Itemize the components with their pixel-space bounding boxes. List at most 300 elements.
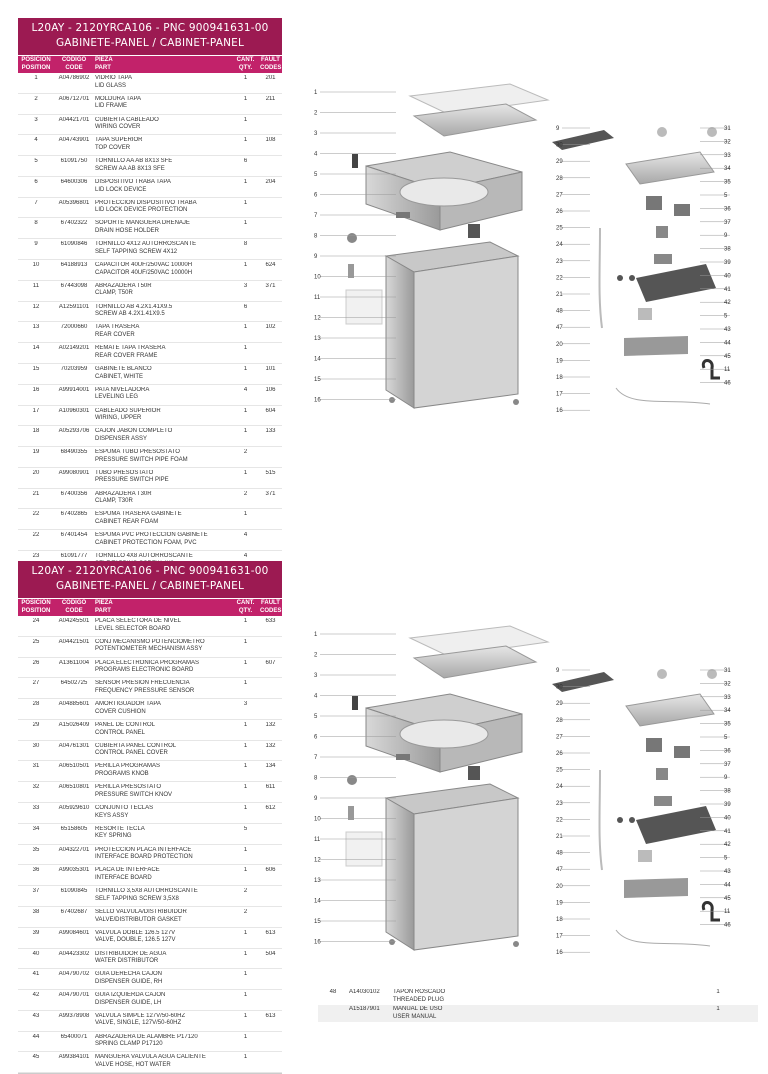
lid-lock-device-protection (396, 212, 410, 218)
code-cell: 67400356 (60, 490, 88, 497)
callout-number: 27 (556, 192, 563, 199)
clamp (617, 817, 623, 823)
part-name-en: SCREW AB 4.2X1.41X9.5 (95, 311, 165, 318)
part-name-es: PROTECCION DISPOSITIVO TRABA (95, 199, 197, 206)
callout-number: 1 (314, 90, 318, 96)
part-name-es: PATA NIVELADORA (95, 386, 150, 393)
fault-code-cell: 606 (265, 867, 276, 874)
col-part-en: PART (95, 607, 111, 614)
code-cell: 67402865 (60, 511, 88, 518)
part-name-es: RESORTE TECLA (95, 825, 145, 832)
callout-number: 48 (556, 308, 563, 315)
qty-cell: 1 (243, 805, 248, 812)
part-name-en: INTERFACE BOARD (95, 874, 152, 881)
table-row (18, 530, 282, 551)
qty-cell: 1 (243, 199, 248, 206)
part-name-en: PROGRAMS KNOB (95, 771, 149, 778)
wiring-upper (616, 930, 710, 946)
callout-number: 32 (724, 681, 731, 688)
position-cell: 18 (32, 428, 40, 435)
table-row (18, 468, 282, 489)
callout-number: 31 (724, 126, 731, 132)
fault-code-cell: 371 (265, 282, 276, 289)
qty-cell: 1 (243, 365, 248, 372)
part-cell (94, 951, 232, 966)
callout-number: 34 (724, 708, 731, 715)
valve-double (654, 254, 672, 264)
part-name-en: PRESSURE SWITCH PIPE (95, 477, 169, 484)
part-cell (94, 971, 232, 986)
callout-number: 26 (556, 209, 563, 215)
callout-number: 42 (724, 842, 731, 849)
fault-code-cell (259, 304, 282, 319)
code-cell: 68490355 (60, 449, 88, 456)
qty-cell: 1 (243, 784, 248, 791)
part-cell (94, 220, 232, 235)
part-name-en: TOP COVER (95, 144, 131, 151)
callout-number: 41 (724, 828, 731, 835)
part-cell (94, 283, 232, 298)
code-cell: A06510801 (58, 784, 90, 791)
position-cell: 36 (32, 867, 40, 874)
code-cell: A04790702 (58, 971, 90, 978)
part-name-en: SCREW AA AB 8X13 SFE (95, 165, 165, 172)
table-row (18, 426, 282, 447)
callout-number: 25 (556, 225, 563, 232)
table-row (18, 406, 282, 427)
panel-header (18, 18, 282, 55)
code-cell: A05293706 (58, 428, 90, 435)
position-cell: 26 (32, 659, 40, 666)
callout-number: 24 (556, 242, 563, 249)
part-name-en: WIRING COVER (95, 124, 141, 131)
position-cell: 38 (32, 908, 40, 915)
code-cell: A04790701 (58, 992, 90, 999)
part-name-es: DISTRIBUIDOR DE AGUA (95, 950, 167, 957)
fault-code-cell: 613 (265, 1012, 276, 1019)
part-cell (94, 241, 232, 256)
table-row (18, 741, 282, 762)
callout-number: 38 (724, 246, 731, 253)
code-cell: A04421701 (58, 116, 90, 123)
callout-labels-1 (314, 90, 731, 414)
wiring-upper (616, 388, 710, 404)
fault-code-cell (259, 511, 282, 526)
fault-code-cell (259, 158, 282, 173)
code-cell: A99384101 (58, 1054, 90, 1061)
fault-code-cell: 133 (265, 428, 276, 435)
programs-knob (657, 127, 667, 137)
position-cell: 34 (32, 825, 40, 832)
code-cell: A04786902 (58, 75, 90, 81)
water-distributor (636, 264, 716, 302)
qty-cell: 3 (243, 701, 248, 708)
callout-number: 47 (556, 325, 563, 332)
qty-cell: 1 (243, 345, 248, 352)
qty-cell: 1 (243, 1054, 248, 1061)
code-cell: 64188913 (60, 262, 88, 269)
part-cell (94, 75, 232, 90)
position-cell: 8 (34, 220, 38, 227)
position-cell: 27 (32, 680, 40, 687)
callout-number: 36 (724, 206, 731, 213)
callout-number: 20 (556, 341, 563, 348)
table-row (18, 782, 282, 803)
callout-number: 5 (724, 193, 728, 199)
part-cell (94, 158, 232, 173)
callout-number: 21 (556, 834, 563, 840)
programs-electronic-board (646, 196, 662, 210)
pressure-switch-pipe (600, 770, 603, 870)
callout-number: 5 (724, 735, 728, 741)
callout-number: 45 (724, 895, 731, 902)
fault-code-cell: 371 (265, 490, 276, 497)
position-cell: 4 (34, 137, 38, 144)
part-name-en: CONTROL PANEL COVER (95, 750, 168, 757)
qty-cell: 1 (243, 469, 248, 476)
table-row (18, 156, 282, 177)
callout-number: 7 (314, 755, 318, 761)
part-cell (94, 200, 232, 215)
callout-number: 11 (314, 295, 321, 301)
table-row (18, 322, 282, 343)
part-name-es: CONJUNTO TECLAS (95, 805, 154, 812)
table-row (18, 281, 282, 302)
qty-cell: 1 (243, 324, 248, 331)
position-cell: 22 (32, 532, 40, 539)
panel-header (18, 561, 282, 598)
table-row (318, 988, 758, 1005)
position-cell: 30 (32, 742, 40, 749)
part-name-en: CAPACITOR 40UF/250VAC 10000H (95, 269, 193, 276)
callout-number: 9 (724, 233, 728, 240)
fault-code-cell (259, 888, 282, 903)
part-name-es: CAPACITOR 40UF/250VAC 10000H (95, 262, 193, 269)
position-cell: 44 (32, 1033, 40, 1040)
part-name-en: CLAMP, T50R (95, 290, 133, 297)
table-row (18, 907, 282, 928)
callout-number: 31 (724, 668, 731, 674)
part-cell (94, 179, 232, 194)
callout-number: 33 (724, 152, 731, 159)
part-cell (94, 262, 232, 277)
code-cell: A15026409 (58, 721, 90, 728)
leveling-leg (513, 941, 519, 947)
table-row (18, 949, 282, 970)
fault-code-cell (259, 826, 282, 841)
table-row (18, 177, 282, 198)
part-cell (94, 532, 232, 547)
callout-number: 40 (724, 273, 731, 280)
part-name-en: PRESSURE SWITCH PIPE FOAM (95, 456, 188, 463)
code-cell: 61090845 (60, 888, 88, 895)
callout-number: 4 (314, 151, 318, 158)
qty-cell: 2 (243, 888, 248, 895)
callout-number: 5 (314, 172, 318, 178)
part-name-en: KEY SPRING (95, 833, 132, 840)
code-cell: A04322701 (58, 846, 90, 853)
table-row (18, 990, 282, 1011)
table-row (18, 115, 282, 136)
part-name-es: TUBO PRESOSTATO (95, 469, 154, 476)
part-name-es: GABINETE BLANCO (95, 365, 152, 372)
table-row (18, 637, 282, 658)
part-name-es: ABRAZADERA DE ALAMBRE P17120 (95, 1033, 198, 1040)
part-name-en: KEYS ASSY (95, 812, 129, 819)
part-name-en: VALVE, DOUBLE, 126.5 127V (95, 937, 176, 944)
callout-number: 43 (724, 869, 731, 875)
part-cell (94, 117, 232, 132)
code-cell: 64502725 (60, 680, 88, 687)
position-cell: 37 (32, 888, 40, 895)
table-row (18, 658, 282, 679)
part-cell (94, 449, 232, 464)
position-cell: 35 (32, 846, 40, 853)
callout-number: 9 (556, 126, 560, 132)
col-code-es: CÓDIGO (61, 57, 87, 63)
panel-title-section: GABINETE-PANEL / CABINET-PANEL (55, 580, 245, 592)
part-cell (94, 660, 232, 675)
part-name-es: CABLEADO SUPERIOR (95, 407, 161, 414)
code-cell: A15187901 (349, 1006, 380, 1013)
leveling-leg (389, 397, 395, 403)
callout-number: 27 (556, 734, 563, 741)
table-row (18, 678, 282, 699)
table-row (18, 928, 282, 949)
table-row (18, 616, 282, 637)
table-row (18, 969, 282, 990)
part-name-en: PRESSURE SWITCH KNOV (95, 791, 173, 798)
part-name-en: SELF TAPPING SCREW 4X12 (95, 248, 178, 255)
callout-number: 12 (314, 857, 321, 864)
part-name-es: VIDRIO TAPA (95, 75, 133, 81)
table-row (18, 824, 282, 845)
fault-code-cell (259, 847, 282, 862)
callout-number: 30 (556, 684, 563, 691)
qty-cell: 1 (243, 992, 248, 999)
qty-cell: 1 (243, 75, 248, 81)
callout-number: 8 (314, 233, 318, 240)
callout-number: 11 (724, 367, 731, 374)
qty-cell: 3 (243, 282, 248, 289)
callout-number: 13 (314, 878, 321, 884)
part-name-en: DISPENSER GUIDE, LH (95, 999, 162, 1006)
position-cell: 12 (32, 303, 40, 310)
callout-number: 28 (556, 175, 563, 182)
callout-number: 5 (724, 313, 728, 320)
code-cell: A04423302 (58, 950, 90, 957)
programs-electronic-board (646, 738, 662, 752)
callout-number: 16 (556, 950, 563, 957)
position-cell: 3 (34, 116, 38, 123)
position-cell: 2 (34, 95, 38, 102)
code-cell: 67401454 (60, 532, 88, 539)
capacitor (348, 264, 354, 278)
fault-code-cell (259, 1054, 282, 1069)
callout-number: 48 (556, 850, 563, 857)
fault-code-cell (259, 345, 282, 360)
callout-number: 14 (314, 356, 321, 363)
part-name-es: SOPORTE MANGUERA DRENAJE (95, 220, 190, 227)
part-name-es: CAJON JABON COMPLETO (95, 428, 173, 435)
code-cell: 70203959 (60, 365, 88, 372)
parts-panel-1 (18, 18, 282, 573)
pressure-switch-pipe (600, 228, 603, 328)
callout-number: 38 (724, 788, 731, 795)
fault-code-cell (259, 909, 282, 924)
threaded-plug (629, 275, 635, 281)
qty-cell: 8 (243, 241, 248, 248)
table-row (18, 218, 282, 239)
table-row (18, 489, 282, 510)
keys-assy (674, 746, 690, 758)
part-name-en: LID LOCK DEVICE PROTECTION (95, 207, 188, 214)
part-name-en: VALVE, SINGLE, 127V/50-60HZ (95, 1020, 182, 1027)
callout-number: 46 (724, 922, 731, 929)
qty-cell: 1 (243, 220, 248, 227)
fault-code-cell: 613 (265, 929, 276, 936)
fault-code-cell (259, 117, 282, 132)
panel-title-section: GABINETE-PANEL / CABINET-PANEL (55, 37, 245, 49)
fault-code-cell: 515 (265, 469, 276, 476)
fault-code-cell: 624 (265, 262, 276, 269)
table-row (18, 198, 282, 219)
table-row (18, 509, 282, 530)
cabinet-parts-illustration (346, 84, 720, 408)
position-cell: 21 (32, 490, 40, 497)
part-name-en: REAR COVER FRAME (95, 352, 158, 359)
col-qty-en: QTY. (238, 64, 253, 71)
part-name-en: CABINET, WHITE (95, 373, 144, 380)
position-cell: 6 (34, 178, 38, 185)
callout-number: 35 (724, 721, 731, 728)
lid-frame (414, 646, 536, 678)
callout-number: 18 (556, 375, 563, 381)
code-cell: 72000660 (60, 324, 88, 331)
table-row (18, 886, 282, 907)
part-cell (392, 989, 578, 1004)
table-row (18, 135, 282, 156)
callout-number: 3 (314, 131, 318, 137)
table-row (18, 699, 282, 720)
table-row (18, 803, 282, 824)
part-name-es: DISPOSITIVO TRABA TAPA (95, 178, 171, 185)
callout-number: 2 (314, 652, 318, 659)
part-name-es: TAPA TRASERA (95, 324, 140, 331)
fault-code-cell (259, 220, 282, 235)
part-cell (94, 304, 232, 319)
code-cell: A14030102 (349, 989, 380, 995)
part-name-es: TORNILLO AB 4.2X1.41X9.5 (95, 303, 173, 310)
part-name-en: LID FRAME (95, 103, 128, 110)
cabinet-rear-foam (468, 224, 480, 238)
part-name-es: TAPON ROSCADO (393, 989, 446, 995)
part-cell (94, 491, 232, 506)
parts-panel-2 (18, 561, 282, 1074)
callout-number: 12 (314, 315, 321, 322)
top-opening (400, 720, 488, 748)
table-row (18, 260, 282, 281)
position-cell: 20 (32, 469, 40, 476)
qty-cell: 4 (243, 532, 248, 539)
callout-number: 5 (314, 714, 318, 720)
part-name-en: COVER CUSHION (95, 708, 146, 715)
part-cell (94, 805, 232, 820)
capacitor (348, 806, 354, 820)
table-row (18, 1032, 282, 1053)
code-cell: A99378908 (58, 1012, 90, 1019)
callout-number: 10 (314, 816, 321, 823)
position-cell: 7 (34, 199, 38, 206)
fault-code-cell: 612 (265, 805, 276, 812)
exploded-view-diagram-1 (300, 78, 760, 418)
fault-code-cell: 134 (265, 763, 276, 770)
callout-number: 15 (314, 919, 321, 925)
qty-cell: 1 (716, 989, 720, 995)
qty-cell: 1 (243, 742, 248, 749)
position-cell: 15 (32, 365, 40, 372)
callout-number: 44 (724, 882, 731, 889)
code-cell: A99035301 (58, 867, 90, 874)
callout-number: 9 (724, 775, 728, 782)
table-row (318, 1005, 758, 1022)
table-row (18, 302, 282, 323)
table-row (18, 761, 282, 782)
part-name-en: POTENTIOMETER MECHANISM ASSY (95, 646, 203, 653)
part-name-es: VALVULA SIMPLE 127V/50-60HZ (95, 1012, 186, 1019)
leveling-leg (389, 939, 395, 945)
position-cell: 32 (32, 784, 40, 791)
position-cell: 14 (32, 345, 40, 352)
part-cell (94, 511, 232, 526)
code-cell: A13611004 (58, 659, 90, 666)
callout-number: 35 (724, 179, 731, 186)
part-cell (94, 743, 232, 758)
qty-cell: 1 (243, 178, 248, 185)
table-row (18, 1052, 282, 1073)
part-name-en: CONTROL PANEL (95, 729, 146, 736)
part-cell (94, 930, 232, 945)
col-code-es: CÓDIGO (61, 600, 87, 606)
keys-assy (674, 204, 690, 216)
callout-number: 42 (724, 300, 731, 307)
lid-lock-device-protection (396, 754, 410, 760)
qty-cell: 1 (243, 950, 248, 957)
callout-number: 46 (724, 380, 731, 387)
col-code-en: CODE (65, 607, 83, 614)
qty-cell: 2 (243, 449, 248, 456)
code-cell: A05929610 (58, 805, 90, 812)
table-row (18, 73, 282, 94)
callout-number: 21 (556, 292, 563, 298)
callout-number: 9 (314, 796, 318, 802)
part-name-en: CABINET REAR FOAM (95, 519, 159, 525)
callout-number: 29 (556, 701, 563, 708)
fault-code-cell: 106 (265, 386, 276, 393)
fault-code-cell: 204 (265, 178, 276, 185)
part-name-es: VALVULA DOBLE 126.5 127V (95, 929, 176, 936)
qty-cell: 2 (243, 490, 248, 497)
part-cell (94, 722, 232, 737)
col-part-en: PART (95, 64, 111, 71)
part-cell (94, 784, 232, 799)
position-cell: 10 (32, 262, 40, 269)
position-cell: 33 (32, 805, 40, 812)
callout-number: 32 (724, 139, 731, 146)
part-name-es: GUIA IZQUIERDA CAJON (95, 992, 166, 999)
callout-number: 43 (724, 327, 731, 333)
part-cell (94, 428, 232, 443)
